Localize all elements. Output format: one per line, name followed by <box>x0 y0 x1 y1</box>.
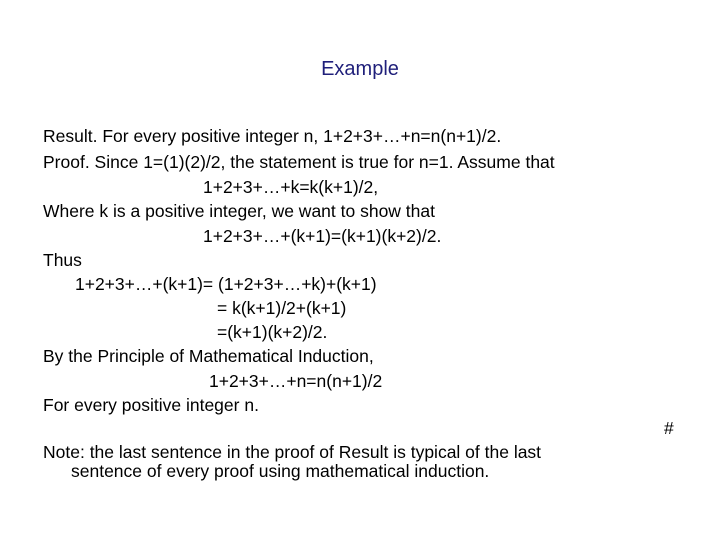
conclusion-formula: 1+2+3+…+n=n(n+1)/2 <box>209 371 383 391</box>
thus-label: Thus <box>43 250 82 270</box>
induction-principle: By the Principle of Mathematical Induction, <box>43 346 374 366</box>
derivation-step-2: = k(k+1)/2+(k+1) <box>217 298 347 318</box>
inductive-hypothesis: 1+2+3+…+k=k(k+1)/2, <box>203 177 379 197</box>
end-of-proof-mark: # <box>664 418 674 438</box>
inductive-goal: 1+2+3+…+(k+1)=(k+1)(k+2)/2. <box>203 226 442 246</box>
slide-title: Example <box>321 58 399 80</box>
note-line-2: sentence of every proof using mathematical induction. <box>71 461 490 481</box>
derivation-step-3: =(k+1)(k+2)/2. <box>217 322 328 342</box>
result-statement: Result. For every positive integer n, 1+2+3+…+n=n(n+1)/2. <box>43 126 502 146</box>
derivation-step-1: 1+2+3+…+(k+1)= (1+2+3+…+k)+(k+1) <box>75 274 377 294</box>
conclusion-scope: For every positive integer n. <box>43 395 259 415</box>
proof-base-case: Proof. Since 1=(1)(2)/2, the statement is true for n=1. Assume that <box>43 152 555 172</box>
note-line-1: Note: the last sentence in the proof of Result is typical of the last <box>43 442 542 462</box>
inductive-goal-intro: Where k is a positive integer, we want to show that <box>43 201 435 221</box>
